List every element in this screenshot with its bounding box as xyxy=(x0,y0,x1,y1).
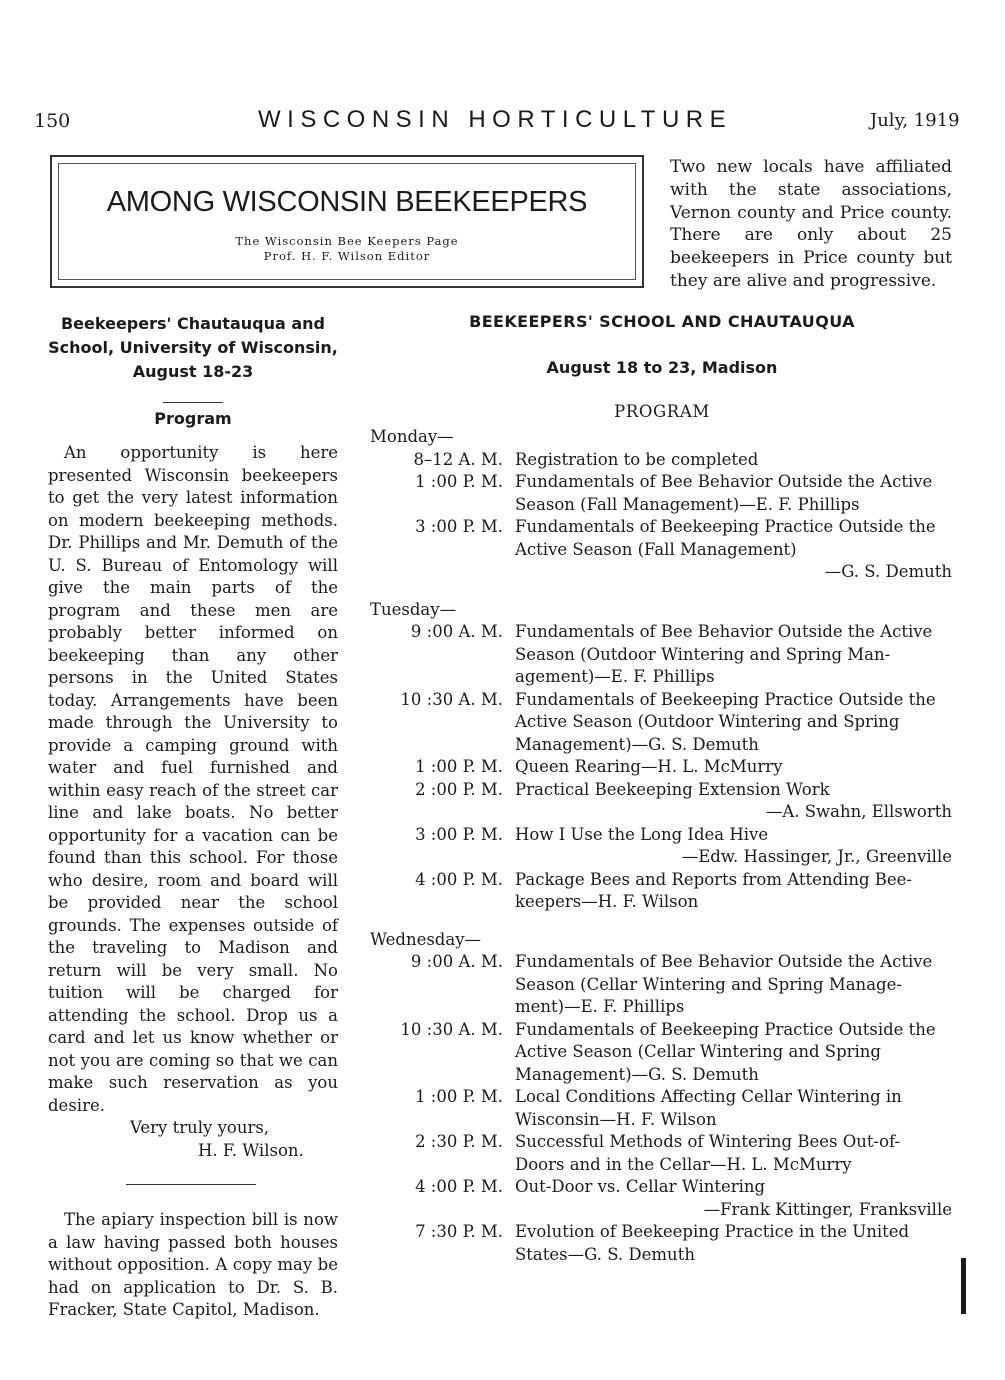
event-description xyxy=(515,1019,952,1087)
event-title xyxy=(515,689,952,757)
event-speaker: —G. S. Demuth xyxy=(824,562,952,581)
event-description xyxy=(515,779,952,824)
event-time: 10 :30 A. M. xyxy=(400,689,503,709)
event-title xyxy=(515,951,952,1019)
event-title xyxy=(515,1131,952,1176)
print-edge-mark xyxy=(961,1258,966,1314)
schedule-dates: August 18 to 23, Madison xyxy=(546,358,778,377)
apiary-bill-note: The apiary inspection bill is now a law having passed both houses without opposition. A copy may be had on application to Dr. S. B. Fracker, State Capitol, Madison. xyxy=(48,1210,338,1319)
event-time: 2 :30 P. M. xyxy=(415,1132,503,1151)
event-title-line: Practical Beekeeping Extension Work xyxy=(515,779,830,799)
masthead-box xyxy=(50,155,644,288)
event-title xyxy=(515,449,952,472)
schedule-event xyxy=(370,1019,952,1087)
day-label: Tuesday— xyxy=(370,599,457,619)
event-title-line: Fundamentals of Bee Behavior Outside the Active xyxy=(515,622,933,641)
schedule-event xyxy=(370,869,952,914)
masthead-editor: Prof. H. F. Wilson Editor xyxy=(263,249,431,263)
schedule-event xyxy=(370,689,952,757)
chautauqua-heading: Beekeepers' Chautauqua and School, University of Wisconsin, August 18-23 xyxy=(48,314,338,381)
left-column xyxy=(48,312,338,1322)
event-description xyxy=(515,689,952,757)
schedule-program-label: PROGRAM xyxy=(614,402,710,421)
event-title-line: Registration to be completed xyxy=(515,449,759,469)
closing-salutation: Very truly yours, xyxy=(130,1118,270,1137)
event-speaker: —A. Swahn, Ellsworth xyxy=(765,802,952,821)
event-title-line: Queen Rearing—H. L. McMurry xyxy=(515,757,783,776)
event-title-line: Out-Door vs. Cellar Wintering xyxy=(515,1177,766,1196)
schedule-day xyxy=(370,426,952,584)
letter-closing xyxy=(48,1117,338,1162)
event-title xyxy=(515,516,952,561)
event-time: 1 :00 P. M. xyxy=(415,1087,503,1106)
event-description xyxy=(515,951,952,1019)
event-title-line: Local Conditions Affecting Cellar Wintering in xyxy=(515,1087,902,1106)
masthead-subtitle: The Wisconsin Bee Keepers Page xyxy=(235,234,459,248)
schedule-event xyxy=(370,1176,952,1221)
event-time: 3 :00 P. M. xyxy=(415,824,503,844)
event-title-line: Management)—G. S. Demuth xyxy=(515,734,759,754)
schedule-list xyxy=(370,426,952,1266)
event-title-line: Wisconsin—H. F. Wilson xyxy=(515,1109,717,1129)
event-title xyxy=(515,779,952,802)
issue-date: July, 1919 xyxy=(870,110,960,131)
event-description xyxy=(515,824,952,869)
event-time: 1 :00 P. M. xyxy=(415,757,503,776)
event-title-line: Season (Outdoor Wintering and Spring Man- xyxy=(515,644,891,664)
journal-title: WISCONSIN HORTICULTURE xyxy=(258,106,733,133)
event-title-line: Fundamentals of Bee Behavior Outside the Active xyxy=(515,952,933,971)
schedule-event xyxy=(370,471,952,516)
event-title xyxy=(515,1086,952,1131)
divider-rule xyxy=(126,1184,256,1185)
event-title xyxy=(515,621,952,689)
announcement-body: An opportunity is here presented Wisconsin beekeepers to get the very latest information on modern beekeeping methods. Dr. Phillips and Mr. Demuth of the U. S. Bureau of Entomology will give the main parts of the program and these men are probably better informed on beekeeping than any other persons in the United States today. Arrangements have been made through the University to provide a camping ground with water and fuel furnished and within easy reach of the street car line and lake boats. No better opportunity for a vacation can be found than this school. For those who desire, room and board will be provided near the school grounds. The expenses outside of the traveling to Madison and return will be very small. No tuition will be charged for attending the school. Drop us a card and let us know whether or not you are coming so that we can make such reservation as you desire. xyxy=(48,443,338,1115)
schedule-event xyxy=(370,756,952,779)
event-title-line: Successful Methods of Wintering Bees Out-of- xyxy=(515,1132,901,1151)
event-description xyxy=(515,869,952,914)
locals-note: Two new locals have affiliated with the state associations, Vernon county and Price county. There are only about 25 beekeepers in Price county but they are alive and progressive. xyxy=(670,157,952,291)
event-time: 9 :00 A. M. xyxy=(410,952,503,971)
event-time: 10 :30 A. M. xyxy=(400,1019,503,1039)
event-time: 4 :00 P. M. xyxy=(415,1177,503,1196)
event-title xyxy=(515,1019,952,1087)
event-title-line: Doors and in the Cellar—H. L. McMurry xyxy=(515,1154,852,1174)
event-title-line: Season (Cellar Wintering and Spring Manage- xyxy=(515,974,902,994)
masthead-subtitle-block xyxy=(59,234,635,264)
schedule-event xyxy=(370,779,952,824)
event-description xyxy=(515,1176,952,1221)
schedule-title: BEEKEEPERS' SCHOOL AND CHAUTAUQUA xyxy=(469,312,855,331)
event-title xyxy=(515,824,952,847)
event-title-line: Evolution of Beekeeping Practice in the United xyxy=(515,1222,910,1241)
event-description xyxy=(515,516,952,584)
event-title xyxy=(515,1221,952,1266)
event-title xyxy=(515,869,952,914)
day-label: Monday— xyxy=(370,427,454,446)
event-description xyxy=(515,1131,952,1176)
event-title-line: Package Bees and Reports from Attending Bee- xyxy=(515,869,912,889)
event-title xyxy=(515,1176,952,1199)
event-time: 1 :00 P. M. xyxy=(415,472,503,491)
event-description xyxy=(515,471,952,516)
event-description xyxy=(515,1221,952,1266)
event-title xyxy=(515,756,952,779)
event-title-line: Fundamentals of Beekeeping Practice Outside the xyxy=(515,689,936,709)
event-title-line: keepers—H. F. Wilson xyxy=(515,892,699,911)
event-time: 4 :00 P. M. xyxy=(415,869,503,889)
event-description xyxy=(515,449,952,472)
schedule-event xyxy=(370,1131,952,1176)
event-time: 3 :00 P. M. xyxy=(415,517,503,536)
event-title-line: Fundamentals of Bee Behavior Outside the Active xyxy=(515,472,933,491)
masthead-inner-border xyxy=(58,163,636,280)
event-time: 9 :00 A. M. xyxy=(410,622,503,641)
schedule-event xyxy=(370,1086,952,1131)
event-title-line: Active Season (Outdoor Wintering and Spring xyxy=(515,712,900,731)
schedule-event xyxy=(370,449,952,472)
schedule-day xyxy=(370,929,952,1267)
event-title-line: Active Season (Fall Management) xyxy=(515,539,797,559)
divider-rule xyxy=(163,402,223,403)
event-title-line: Fundamentals of Beekeeping Practice Outside the xyxy=(515,1019,936,1039)
page-number: 150 xyxy=(34,110,71,132)
schedule-event xyxy=(370,951,952,1019)
event-title-line: States—G. S. Demuth xyxy=(515,1244,695,1264)
day-label: Wednesday— xyxy=(370,929,482,949)
event-title-line: Fundamentals of Beekeeping Practice Outside the xyxy=(515,517,936,536)
event-speaker: —Frank Kittinger, Franksville xyxy=(703,1199,952,1219)
schedule-event xyxy=(370,824,952,869)
schedule-event xyxy=(370,516,952,584)
section-title: AMONG WISCONSIN BEEKEEPERS xyxy=(106,186,588,218)
event-title-line: agement)—E. F. Phillips xyxy=(515,667,715,686)
schedule-event xyxy=(370,1221,952,1266)
event-time: 7 :30 P. M. xyxy=(415,1222,503,1241)
event-title-line: Active Season (Cellar Wintering and Spring xyxy=(515,1042,881,1061)
event-title-line: How I Use the Long Idea Hive xyxy=(515,824,769,844)
event-description xyxy=(515,756,952,779)
event-title-line: Season (Fall Management)—E. F. Phillips xyxy=(515,494,860,514)
event-title xyxy=(515,471,952,516)
event-speaker: —Edw. Hassinger, Jr., Greenville xyxy=(681,847,952,866)
event-description xyxy=(515,1086,952,1131)
program-label: Program xyxy=(154,409,232,428)
event-title-line: Management)—G. S. Demuth xyxy=(515,1064,759,1084)
schedule-day xyxy=(370,599,952,914)
event-time: 2 :00 P. M. xyxy=(415,779,503,799)
event-title-line: ment)—E. F. Phillips xyxy=(515,997,685,1016)
schedule-event xyxy=(370,621,952,689)
event-description xyxy=(515,621,952,689)
signature: H. F. Wilson. xyxy=(198,1140,304,1160)
event-time: 8–12 A. M. xyxy=(413,449,503,469)
